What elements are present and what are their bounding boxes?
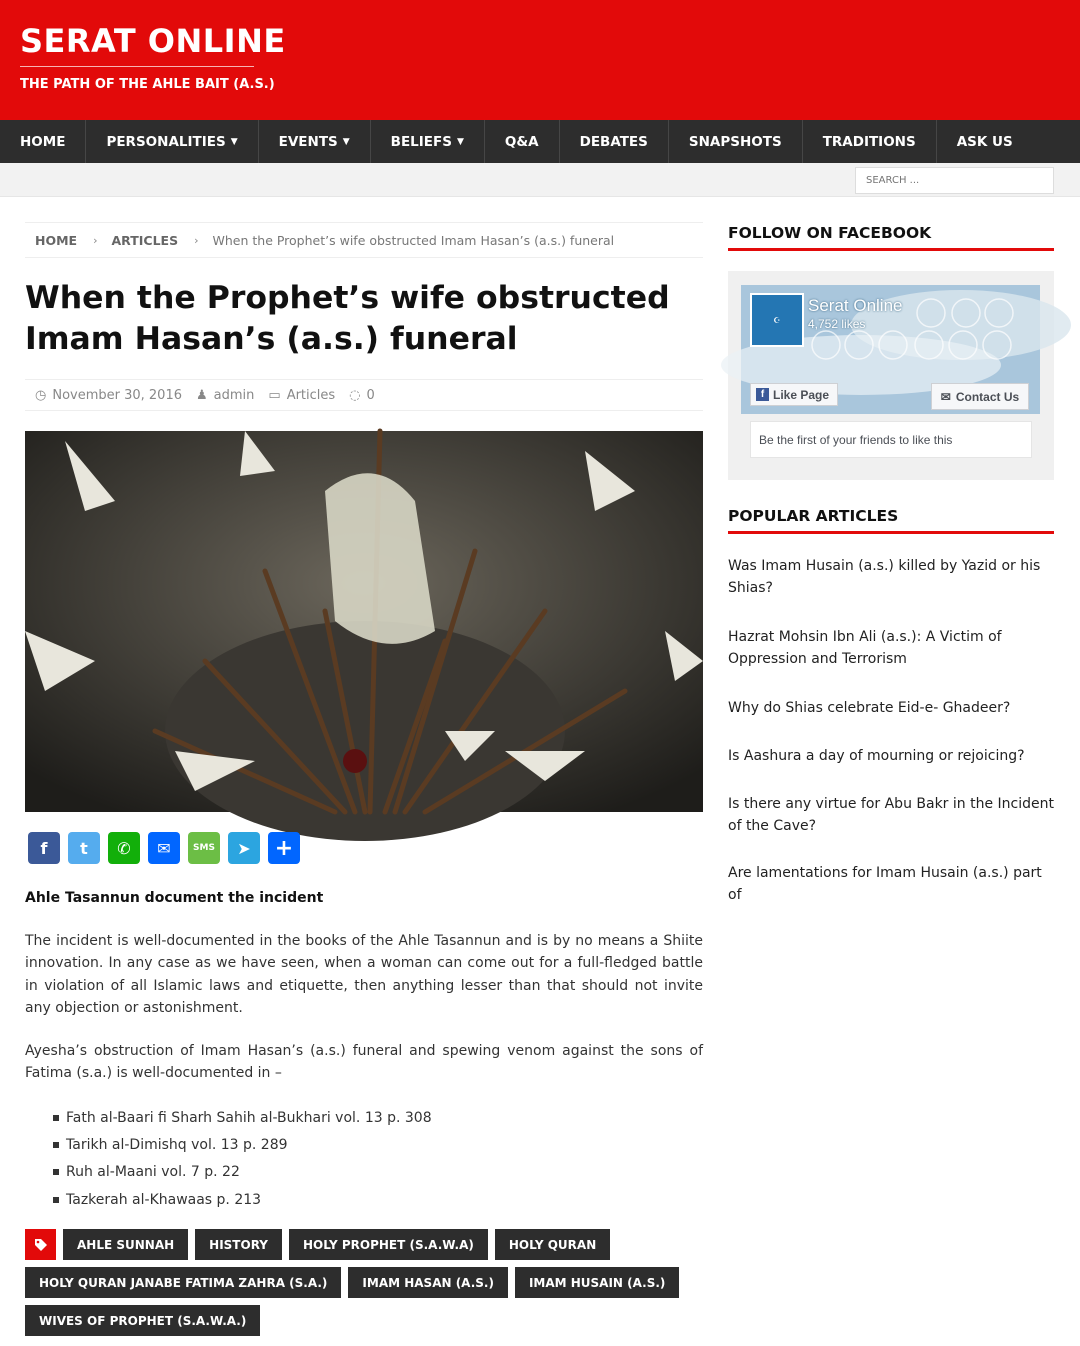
nav-ask-us[interactable]: ASK US [956,133,1013,150]
popular-article-link[interactable]: Is there any virtue for Abu Bakr in the Incident of the Cave? [728,796,1054,834]
nav-beliefs[interactable]: BELIEFS ▼ [371,120,485,163]
tag-ahle-sunnah[interactable]: AHLE SUNNAH [63,1229,188,1260]
facebook-widget [728,271,1054,480]
nav-home[interactable]: HOME [0,120,86,163]
comment-icon: ◌ [349,387,361,403]
post-date: November 30, 2016 [52,387,182,403]
popular-article-partial[interactable] [728,862,1054,903]
list-item: Tarikh al-Dimishq vol. 13 p. 289 [53,1131,432,1158]
share-buttons [28,832,300,864]
site-header [0,0,1080,120]
page-title: When the Prophet’s wife obstructed Imam Hasan’s (a.s.) funeral [25,280,670,357]
twitter-share-icon[interactable]: t [68,832,100,864]
site-tagline: THE PATH OF THE AHLE BAIT (A.S.) [20,77,275,92]
popular-article-link[interactable]: Is Aashura a day of mourning or rejoicing? [728,748,1025,764]
page-avatar-icon: ☪ [752,295,802,345]
contact-us-button[interactable]: ✉ Contact Us [931,383,1029,410]
tag-imam-husain[interactable]: IMAM HUSAIN (A.S.) [515,1267,679,1298]
title-divider [20,66,254,67]
article-paragraph-1: The incident is well-documented in the books of the Ahle Tasannun and is by no means a Shiite innovation. In any case as we have seen, when a woman can come out for a full-fledged battle in violation of all Islamic laws and etiquette, then anything lesser than that should not invite any objection or astonishment. [25,933,703,1016]
facebook-like-count: 4,752 likes [808,317,866,331]
tag-imam-hasan[interactable]: IMAM HASAN (A.S.) [348,1267,508,1298]
post-author[interactable]: admin [213,387,255,403]
list-item: Fath al-Baari fi Sharh Sahih al-Bukhari vol. 13 p. 308 [53,1104,432,1131]
tag-wives-of-prophet[interactable]: WIVES OF PROPHET (S.A.W.A.) [25,1305,260,1336]
breadcrumb-home[interactable]: HOME [35,232,78,248]
site-title[interactable]: SERAT ONLINE [20,22,286,60]
main-nav [0,120,1080,163]
post-category[interactable]: Articles [286,387,336,403]
like-page-button[interactable]: f Like Page [750,383,838,406]
tag-fatima-zahra[interactable]: HOLY QURAN JANABE FATIMA ZAHRA (S.A.) [25,1267,341,1298]
chevron-down-icon: ▼ [342,136,350,147]
facebook-friends-text: Be the first of your friends to like this [750,421,1032,458]
nav-personalities[interactable]: PERSONALITIES ▼ [86,120,258,163]
more-share-icon[interactable]: + [268,832,300,864]
nav-debates[interactable]: DEBATES [560,120,669,163]
popular-articles-heading: POPULAR ARTICLES [728,507,1054,534]
search-input[interactable] [855,167,1054,194]
tag-holy-prophet[interactable]: HOLY PROPHET (S.A.W.A) [289,1229,488,1260]
list-item: Tazkerah al-Khawaas p. 213 [53,1186,432,1213]
breadcrumb-current: When the Prophet’s wife obstructed Imam Hasan’s (a.s.) funeral [212,232,615,248]
nav-events[interactable]: EVENTS ▼ [259,120,371,163]
facebook-cover[interactable] [741,285,1040,414]
article-subheading: Ahle Tasannun document the incident [25,890,324,906]
chevron-right-icon: › [194,233,199,247]
reference-list [53,1104,432,1213]
tag-history[interactable]: HISTORY [195,1229,282,1260]
popular-article-link[interactable]: Why do Shias celebrate Eid-e- Ghadeer? [728,700,1011,716]
chevron-down-icon: ▼ [456,136,464,147]
article-paragraph-2: Ayesha’s obstruction of Imam Hasan’s (a.s.) funeral and spewing venom against the sons of Fatima (s.a.) is well-documented in – [25,1043,703,1082]
clock-icon: ◷ [35,387,47,403]
featured-image [25,431,703,812]
user-icon: ♟ [196,387,208,403]
tag-list [25,1229,705,1343]
sms-share-icon[interactable]: SMS [188,832,220,864]
post-meta [25,379,703,411]
popular-article-link[interactable]: Hazrat Mohsin Ibn Ali (a.s.): A Victim of Oppression and Terrorism [728,629,1002,667]
envelope-icon: ✉ [940,389,951,404]
facebook-widget-heading: FOLLOW ON FACEBOOK [728,224,1054,251]
chevron-down-icon: ▼ [230,136,238,147]
facebook-page-logo[interactable] [750,293,804,347]
breadcrumb [25,222,703,258]
list-item: Ruh al-Maani vol. 7 p. 22 [53,1159,432,1186]
chevron-right-icon: › [93,233,98,247]
folder-icon: ▭ [268,387,281,403]
telegram-share-icon[interactable]: ➤ [228,832,260,864]
popular-article-link[interactable]: Was Imam Husain (a.s.) killed by Yazid or his Shias? [728,558,1041,596]
nav-traditions[interactable]: TRADITIONS [803,120,937,163]
popular-article-link[interactable]: Are lamentations for Imam Husain (a.s.) part of [728,865,1042,903]
email-share-icon[interactable]: ✉ [148,832,180,864]
whatsapp-share-icon[interactable]: ✆ [108,832,140,864]
comment-count[interactable]: 0 [366,387,375,403]
facebook-icon: f [756,388,769,401]
tag-holy-quran[interactable]: HOLY QURAN [495,1229,610,1260]
nav-snapshots[interactable]: SNAPSHOTS [669,120,803,163]
nav-qa[interactable]: Q&A [485,120,560,163]
tag-icon [25,1229,56,1260]
breadcrumb-articles[interactable]: ARTICLES [111,232,179,248]
facebook-page-name[interactable]: Serat Online [808,296,903,315]
facebook-share-icon[interactable]: f [28,832,60,864]
